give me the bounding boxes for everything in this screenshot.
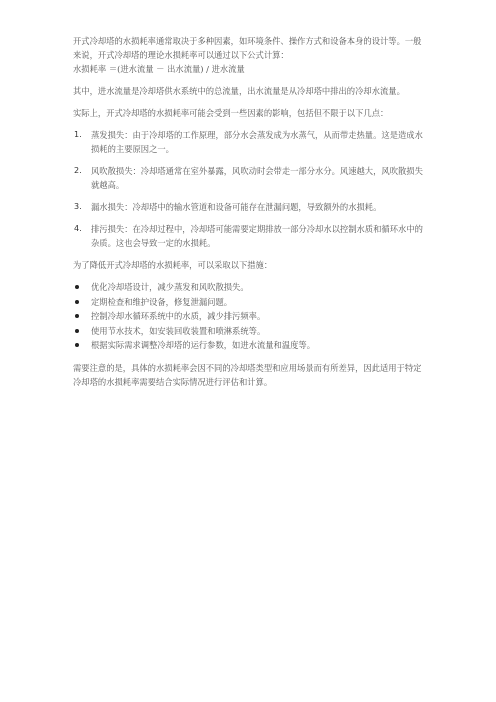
measure-item [73, 280, 425, 295]
factor-text: 漏水损失：冷却塔中的输水管道和设备可能存在泄漏问题，导致额外的水损耗。 [91, 202, 382, 212]
formula-line: 水损耗率 ＝(进水流量 － 出水流量) / 进水流量 [73, 64, 245, 74]
factor-text: 蒸发损失：由于冷却塔的工作原理，部分水会蒸发成为水蒸气，从而带走热量。这是造成水损耗的主要原因之一。 [91, 130, 423, 154]
factor-item [73, 200, 425, 214]
bullet-icon [75, 343, 79, 347]
measure-item [73, 295, 425, 310]
measures-intro-paragraph: 为了降低开式冷却塔的水损耗率，可以采取以下措施： [73, 260, 273, 270]
factor-item [73, 128, 425, 156]
measure-text: 根据实际需求调整冷却塔的运行参数，如进水流量和温度等。 [91, 340, 316, 350]
factor-number: 4. [74, 224, 82, 233]
explain-paragraph: 其中，进水流量是冷却塔供水系统中的总流量，出水流量是从冷却塔中排出的冷却水流量。 [73, 86, 405, 96]
measure-text: 控制冷却水循环系统中的水质，减少排污频率。 [91, 311, 266, 321]
factors-intro-paragraph: 实际上，开式冷却塔的水损耗率可能会受到一些因素的影响，包括但不限于以下几点： [73, 108, 389, 118]
document-page [73, 34, 425, 389]
factor-number: 1. [74, 130, 82, 139]
measure-text: 使用节水技术，如安装回收装置和喷淋系统等。 [91, 325, 266, 336]
factor-item [73, 222, 425, 250]
factors-list [73, 128, 425, 250]
bullet-icon [75, 329, 79, 333]
measure-item [73, 338, 425, 353]
measure-item [73, 324, 425, 339]
measures-list [73, 280, 425, 353]
bullet-icon [75, 314, 79, 318]
factor-number: 2. [74, 166, 82, 175]
factor-number: 3. [74, 202, 82, 211]
measure-text: 定期检查和维护设备，修复泄漏问题。 [91, 296, 233, 307]
bullet-icon [75, 285, 79, 289]
factor-text: 排污损失：在冷却过程中，冷却塔可能需要定期排放一部分冷却水以控制水质和循环水中的杂质。这也会导致一定的水损耗。 [91, 224, 423, 248]
measure-item [73, 309, 425, 324]
measure-text: 优化冷却塔设计，减少蒸发和风吹散损失。 [91, 282, 249, 292]
bullet-icon [75, 300, 79, 304]
closing-paragraph: 需要注意的是，具体的水损耗率会因不同的冷却塔类型和应用场景而有所差异，因此适用于特定冷却塔的水损耗率需要结合实际情况进行评估和计算。 [73, 362, 422, 387]
factor-text: 风吹散损失：冷却塔通常在室外暴露，风吹动时会带走一部分水分。风速越大，风吹散损失就越高。 [91, 166, 423, 190]
intro-paragraph: 开式冷却塔的水损耗率通常取决于多种因素，如环境条件、操作方式和设备本身的设计等。一般来说，开式冷却塔的理论水损耗率可以通过以下公式计算： [73, 36, 422, 60]
factor-item [73, 164, 425, 192]
